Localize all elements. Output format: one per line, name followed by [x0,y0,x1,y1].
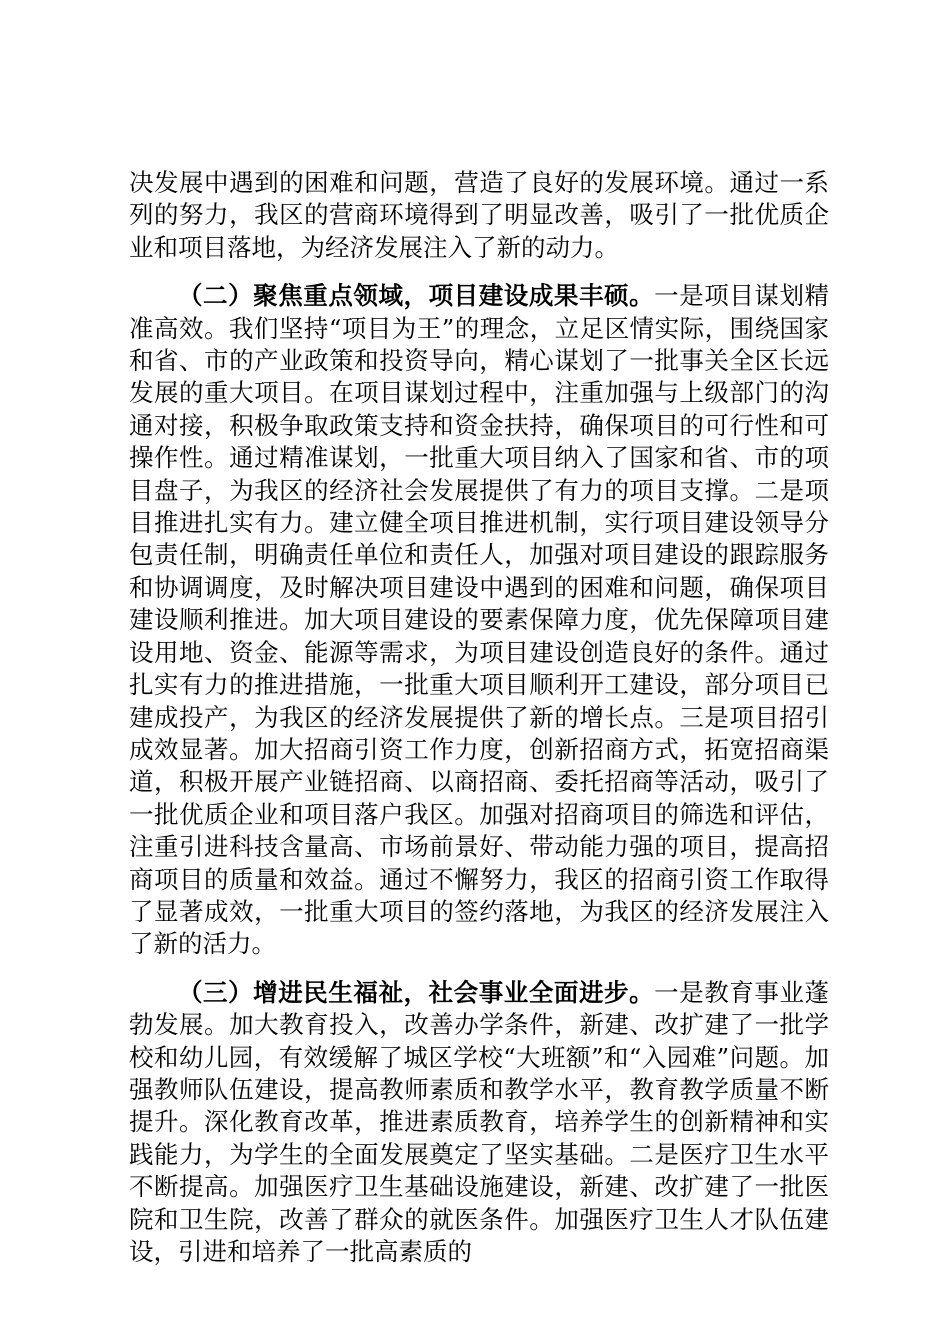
section-heading: （三）增进民生福祉，社会事业全面进步。 [178,977,655,1007]
document-page [129,167,829,1284]
paragraph-section-2 [129,280,829,961]
paragraph-body: 一是教育事业蓬勃发展。加大教育投入，改善办学条件，新建、改扩建了一批学校和幼儿园，有效缓解了城区学校“大班额”和“入园难”问题。加强教师队伍建设，提高教师素质和教学水平，教育教学质量不断提升。深化教育改革，推进素质教育，培养学生的创新精神和实践能力，为学生的全面发展奠定了坚实基础。二是医疗卫生水平不断提高。加强医疗卫生基础设施建设，新建、改扩建了一批医院和卫生院，改善了群众的就医条件。加强医疗卫生人才队伍建设，引进和培养了一批高素质的 [129,977,829,1266]
paragraph-body: 一是项目谋划精准高效。我们坚持“项目为王”的理念，立足区情实际，围绕国家和省、市的产业政策和投资导向，精心谋划了一批事关全区长远发展的重大项目。在项目谋划过程中，注重加强与上级部门的沟通对接，积极争取政策支持和资金扶持，确保项目的可行性和可操作性。通过精准谋划，一批重大项目纳入了国家和省、市的项目盘子，为我区的经济社会发展提供了有力的项目支撑。二是项目推进扎实有力。建立健全项目推进机制，实行项目建设领导分包责任制，明确责任单位和责任人，加强对项目建设的跟踪服务和协调调度，及时解决项目建设中遇到的困难和问题，确保项目建设顺利推进。加大项目建设的要素保障力度，优先保障项目建设用地、资金、能源等需求，为项目建设创造良好的条件。通过扎实有力的推进措施，一批重大项目顺利开工建设，部分项目已建成投产，为我区的经济发展提供了新的增长点。三是项目招引成效显著。加大招商引资工作力度，创新招商方式，拓宽招商渠道，积极开展产业链招商、以商招商、委托招商等活动，吸引了一批优质企业和项目落户我区。加强对招商项目的筛选和评估，注重引进科技含量高、市场前景好、带动能力强的项目，提高招商项目的质量和效益。通过不懈努力，我区的招商引资工作取得了显著成效，一批重大项目的签约落地，为我区的经济发展注入了新的活力。 [129,281,829,959]
section-heading: （二）聚焦重点领域，项目建设成果丰硕。 [178,281,655,311]
paragraph-body: 决发展中遇到的困难和问题，营造了良好的发展环境。通过一系列的努力，我区的营商环境得到了明显改善，吸引了一批优质企业和项目落地，为经济发展注入了新的动力。 [129,168,829,262]
paragraph-section-3 [129,977,829,1269]
paragraph-continuation [129,167,829,264]
